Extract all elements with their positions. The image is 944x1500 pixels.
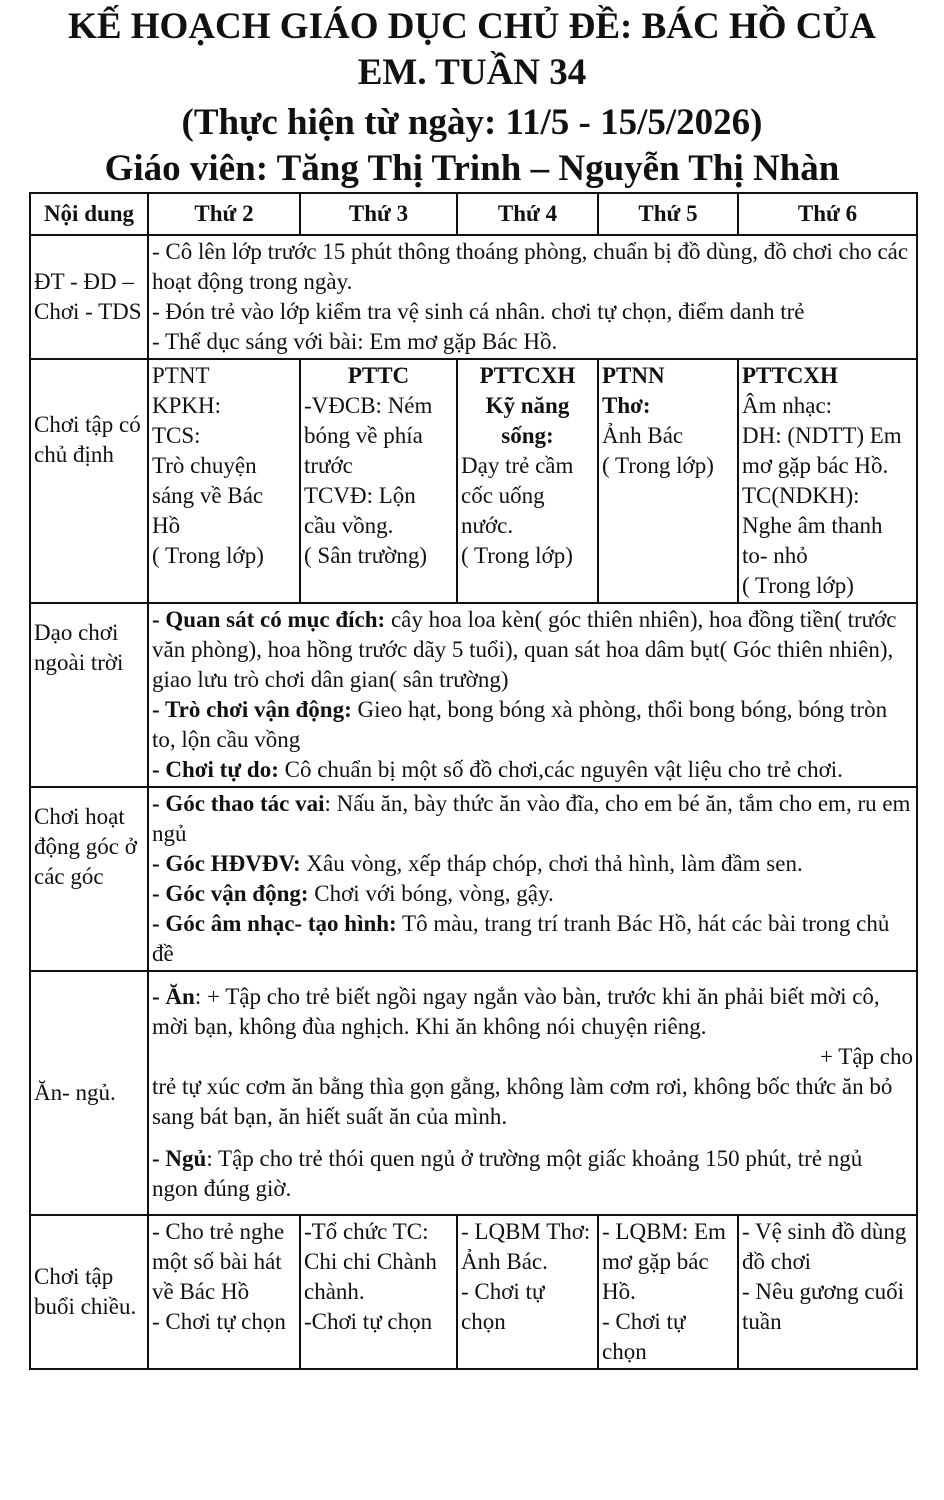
outdoor-item [152,695,913,755]
subject-area: PTNT [152,363,210,388]
activity-place: ( Sân trường) [304,543,427,568]
doc-title-line-1: KẾ HOẠCH GIÁO DỤC CHỦ ĐỀ: BÁC HỒ CỦA [68,6,876,47]
activity-text: Âm nhạc: [742,393,833,418]
activity-text: DH: (NDTT) Em mơ gặp bác Hồ. [742,423,902,478]
subject-type: TCS: [152,423,201,448]
item-text: Cô chuẩn bị một số đồ chơi,các nguyên vật liệu cho trẻ chơi. [278,757,843,782]
outdoor-item [152,755,913,785]
eat-item-text: trẻ tự xúc cơm ăn bằng thìa gọn gằng, không làm cơm rơi, không bốc thức ăn bỏ sang bát bạn, ăn hiết suất ăn của mình. [152,1074,893,1129]
item-text: Xâu vòng, xếp tháp chóp, chơi thả hình, làm đầm sen. [300,851,803,876]
row-label-corners: Chơi hoạt động góc ở các góc [30,787,148,971]
corner-item [152,909,913,969]
item-text: Chơi với bóng, vòng, gậy. [308,881,554,906]
corner-item [152,789,913,849]
row-label-eat-sleep: Ăn- ngủ. [30,971,148,1215]
welcome-line: - Đón trẻ vào lớp kiểm tra vệ sinh cá nhân. chơi tự chọn, điểm danh trẻ [152,299,805,324]
afternoon-mon: - Cho trẻ nghe một số bài hát về Bác Hồ - Chơi tự chọn [148,1215,300,1369]
subject-area: PTTC [347,363,410,388]
col-header-wed: Thứ 4 [457,193,598,235]
item-heading: - Ăn [152,984,195,1009]
activity-place: ( Trong lớp) [152,543,264,568]
item-heading: - Góc thao tác vai [152,791,325,816]
item-text: : Tập cho trẻ thói quen ngủ ở trường một giấc khoảng 150 phút, trẻ ngủ ngon đúng giờ. [152,1146,863,1201]
subject-type: KPKH: [152,393,222,418]
table-row-eat-sleep [30,971,917,1215]
item-heading: - Quan sát có mục đích: [152,607,386,632]
item-heading: - Chơi tự do: [152,757,279,782]
doc-title-line-2: EM. TUẦN 34 [357,52,587,93]
activity-text: Trò chuyện sáng về Bác Hồ [152,453,264,538]
welcome-activities [148,235,917,359]
activity-text: TC(NDKH): Nghe âm thanh to- nhỏ [742,483,883,568]
item-heading: - Góc âm nhạc- tạo hình: [152,911,397,936]
col-header-mon: Thứ 2 [148,193,300,235]
item-heading: - Ngủ [152,1146,207,1171]
item-text: Gieo hạt, bong bóng xà phòng, thổi bong bóng, bóng tròn to, lộn cầu vồng [152,697,888,752]
table-row-corners [30,787,917,971]
activity-text: -VĐCB: Ném bóng về phía trước [304,393,433,478]
table-row-planned-play [30,359,917,603]
table-row-welcome [30,235,917,359]
outdoor-activities [148,603,917,787]
row-label-planned-play: Chơi tập có chủ định [30,359,148,603]
doc-date-range: (Thực hiện từ ngày: 11/5 - 15/5/2026) [181,102,763,143]
subject-area: PTNN [602,363,665,388]
planned-play-tue [300,359,457,603]
activity-text: TCVĐ: Lộn cầu vồng. [304,483,416,538]
item-text: Tô màu, trang trí tranh Bác Hồ, hát các bài trong chủ đề [152,911,890,966]
planned-play-fri [738,359,917,603]
col-header-fri: Thứ 6 [738,193,917,235]
eat-item-continuation: + Tập cho [819,1044,913,1069]
item-heading: - Trò chơi vận động: [152,697,352,722]
eat-item [152,982,913,1042]
row-label-outdoor: Dạo chơi ngoài trời [30,603,148,787]
welcome-line: - Cô lên lớp trước 15 phút thông thoáng phòng, chuẩn bị đồ dùng, đồ chơi cho các hoạt động trong ngày. [152,239,909,294]
afternoon-wed: - LQBM Thơ: Ảnh Bác. - Chơi tự chọn [457,1215,598,1369]
subject-area: PTTCXH [479,363,576,388]
item-text: : Nấu ăn, bày thức ăn vào đĩa, cho em bé ăn, tắm cho em, ru em ngủ [152,791,911,846]
table-header-row [30,193,917,235]
weekly-plan-table [29,192,918,1370]
col-header-content: Nội dung [30,193,148,235]
col-header-tue: Thứ 3 [300,193,457,235]
activity-text: Ảnh Bác [602,423,684,448]
afternoon-tue: -Tổ chức TC: Chi chi Chành chành. -Chơi tự chọn [300,1215,457,1369]
planned-play-wed [457,359,598,603]
row-label-welcome: ĐT - ĐD – Chơi - TDS [30,235,148,359]
planned-play-thu [598,359,738,603]
activity-place: ( Trong lớp) [602,453,714,478]
afternoon-thu: - LQBM: Em mơ gặp bác Hồ. - Chơi tự chọn [598,1215,738,1369]
table-row-afternoon [30,1215,917,1369]
table-row-outdoor [30,603,917,787]
welcome-line: - Thể dục sáng với bài: Em mơ gặp Bác Hồ. [152,329,558,354]
item-heading: - Góc HĐVĐV: [152,851,301,876]
planned-play-mon [148,359,300,603]
sleep-item [152,1144,913,1204]
activity-place: ( Trong lớp) [461,543,573,568]
corner-item [152,879,913,909]
subject-type: Thơ: [602,393,651,418]
afternoon-fri: - Vệ sinh đồ dùng đồ chơi - Nêu gương cuối tuần [738,1215,917,1369]
activity-place: ( Trong lớp) [742,573,854,598]
item-text: : + Tập cho trẻ biết ngồi ngay ngắn vào bàn, trước khi ăn phải biết mời cô, mời bạn, không đùa nghịch. Khi ăn không nói chuyện riêng. [152,984,880,1039]
subject-area: PTTCXH [742,363,838,388]
eat-sleep-activities [148,971,917,1215]
corner-item [152,849,913,879]
outdoor-item [152,605,913,695]
row-label-afternoon: Chơi tập buổi chiều. [30,1215,148,1369]
subject-type: Kỹ năng sống: [485,393,570,448]
col-header-thu: Thứ 5 [598,193,738,235]
corner-activities [148,787,917,971]
activity-text: Dạy trẻ cầm cốc uống nước. [461,453,574,538]
item-text: cây hoa loa kèn( góc thiên nhiên), hoa đồng tiền( trước văn phòng), hoa hồng trước dãy 5 tuổi), quan sát hoa dâm bụt( Góc thiên nhiên), giao lưu trò chơi dân gian( sân trường) [152,607,897,692]
item-heading: - Góc vận động: [152,881,309,906]
doc-teachers: Giáo viên: Tăng Thị Trinh – Nguyễn Thị Nhàn [104,148,840,189]
